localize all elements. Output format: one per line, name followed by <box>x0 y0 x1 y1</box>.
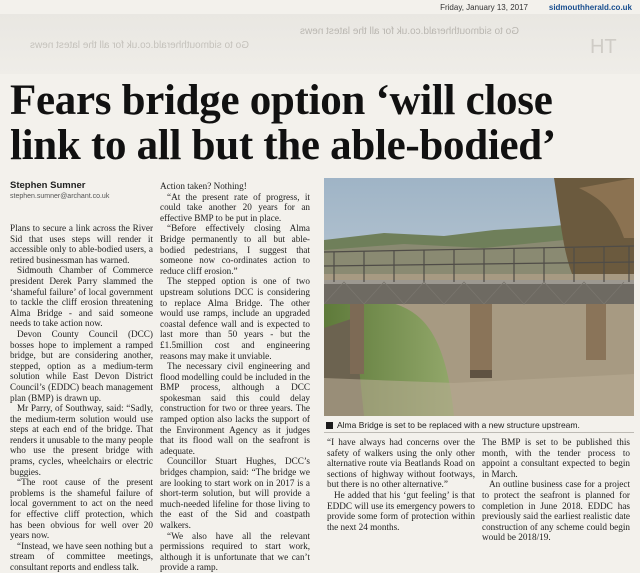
masthead-strip <box>0 0 640 14</box>
paragraph: “We also have all the relevant permissions required to start work, although it is unfortunate that we can’t provide a ramp. <box>160 530 310 573</box>
paragraph: Councillor Stuart Hughes, DCC’s bridges champion, said: “The bridge we are looking to start work on in 2017 is a short-term solution, but will provide a much-needed lifeline for those living to the east of the Sid and coastpath walkers. <box>160 456 310 530</box>
bleed-text-decoration: Go to sidmouthherald.co.uk for all the latest news <box>300 26 520 37</box>
author-name: Stephen Sumner <box>10 180 86 191</box>
paragraph: He added that his ‘gut feeling’ is that EDDC will use its emergency powers to provide some form of protection within the next 24 months. <box>327 489 475 532</box>
paragraph: The BMP is set to be published this month, with the tender process to appoint a consultant expected to begin in March. <box>482 437 630 479</box>
paragraph: “I have always had concerns over the safety of walkers using the only other alternative route via Beatlands Road on sections of highway without footways, but there is no other alternative.” <box>327 437 475 490</box>
author-email: stephen.sumner@archant.co.uk <box>10 193 110 200</box>
paragraph: The necessary civil engineering and flood modelling could be included in the BMP process, although a DCC spokesman said this could delay construction for two or three years. The ramped option also lacks the support of the Environment Agency as it judges that its flood wall on the seafront is adequate. <box>160 361 310 456</box>
paragraph: “At the present rate of progress, it could take another 20 years for an effective BMP to be put in place. <box>160 191 310 223</box>
paragraph: Plans to secure a link across the River Sid that uses steps will render it accessible only to able-bodied users, a retired businessman has warned. <box>10 223 153 265</box>
paragraph: The stepped option is one of two upstream solutions DCC is considering to replace Alma Bridge. The other would use ramps, include an upgraded coastal defence wall and is expected to last more than 50 years - but the £1.5million cost and engineering reasons may make it unviable. <box>160 276 310 361</box>
photo-caption <box>326 420 632 430</box>
bridge-photo <box>324 178 634 416</box>
bleed-text-decoration: TH <box>590 36 617 58</box>
show-through-area <box>0 14 640 74</box>
article-column-1 <box>10 223 153 573</box>
article-column-3 <box>327 437 475 532</box>
bridge-pier <box>350 304 364 374</box>
site-url: sidmouthherald.co.uk <box>548 3 632 12</box>
article-headline: Fears bridge option ‘will close link to all but the able-bodied’ <box>10 77 556 169</box>
bleed-text-decoration: Go to sidmouthherald.co.uk for all the latest news <box>30 40 250 51</box>
paragraph: Devon County Council (DCC) bosses hope to implement a ramped bridge, but are considering another, stepped, option as a medium-term solution while East Devon District Council’s (EDDC) beach management plan (BMP) is drawn up. <box>10 328 153 403</box>
byline <box>10 180 150 200</box>
caption-divider <box>324 432 634 433</box>
paragraph: Mr Parry, of Southway, said: “Sadly, the medium-term solution would use steps at each end of the bridge. That renders it unusable to the many people who use the present bridge with prams, cycles, wheelchairs or electric buggies. <box>10 403 153 477</box>
paragraph: Sidmouth Chamber of Commerce president Derek Parry slammed the ‘shameful failure’ of local government to tackle the cliff erosion threatening Alma Bridge - and said someone needs to take action now. <box>10 265 153 329</box>
paragraph: “The root cause of the present problems is the shameful failure of local government to act on the need for effective cliff protection, which has been obvious for well over 20 years now. <box>10 477 153 541</box>
article-column-4 <box>482 437 630 543</box>
bridge-pier <box>586 304 606 360</box>
caption-bullet-icon <box>326 422 333 429</box>
paragraph: “Instead, we have seen nothing but a stream of committee meetings, consultant reports and endless talk. <box>10 540 153 572</box>
article-column-2 <box>160 181 310 573</box>
bridge-pier <box>470 304 492 376</box>
paragraph: Action taken? Nothing! <box>160 181 247 191</box>
paragraph: An outline business case for a project to protect the seafront is planned for completion in June 2018. EDDC has previously said the earliest realistic date construction of any scheme could begin would be 2018/19. <box>482 479 630 543</box>
bridge-illustration <box>324 178 634 416</box>
caption-text: Alma Bridge is set to be replaced with a new structure upstream. <box>337 420 580 430</box>
paragraph: “Before effectively closing Alma Bridge permanently to all but able-bodied pedestrians, I suggest that someone now co-ordinates action to reduce cliff erosion.” <box>160 223 310 276</box>
issue-date: Friday, January 13, 2017 <box>440 3 528 12</box>
